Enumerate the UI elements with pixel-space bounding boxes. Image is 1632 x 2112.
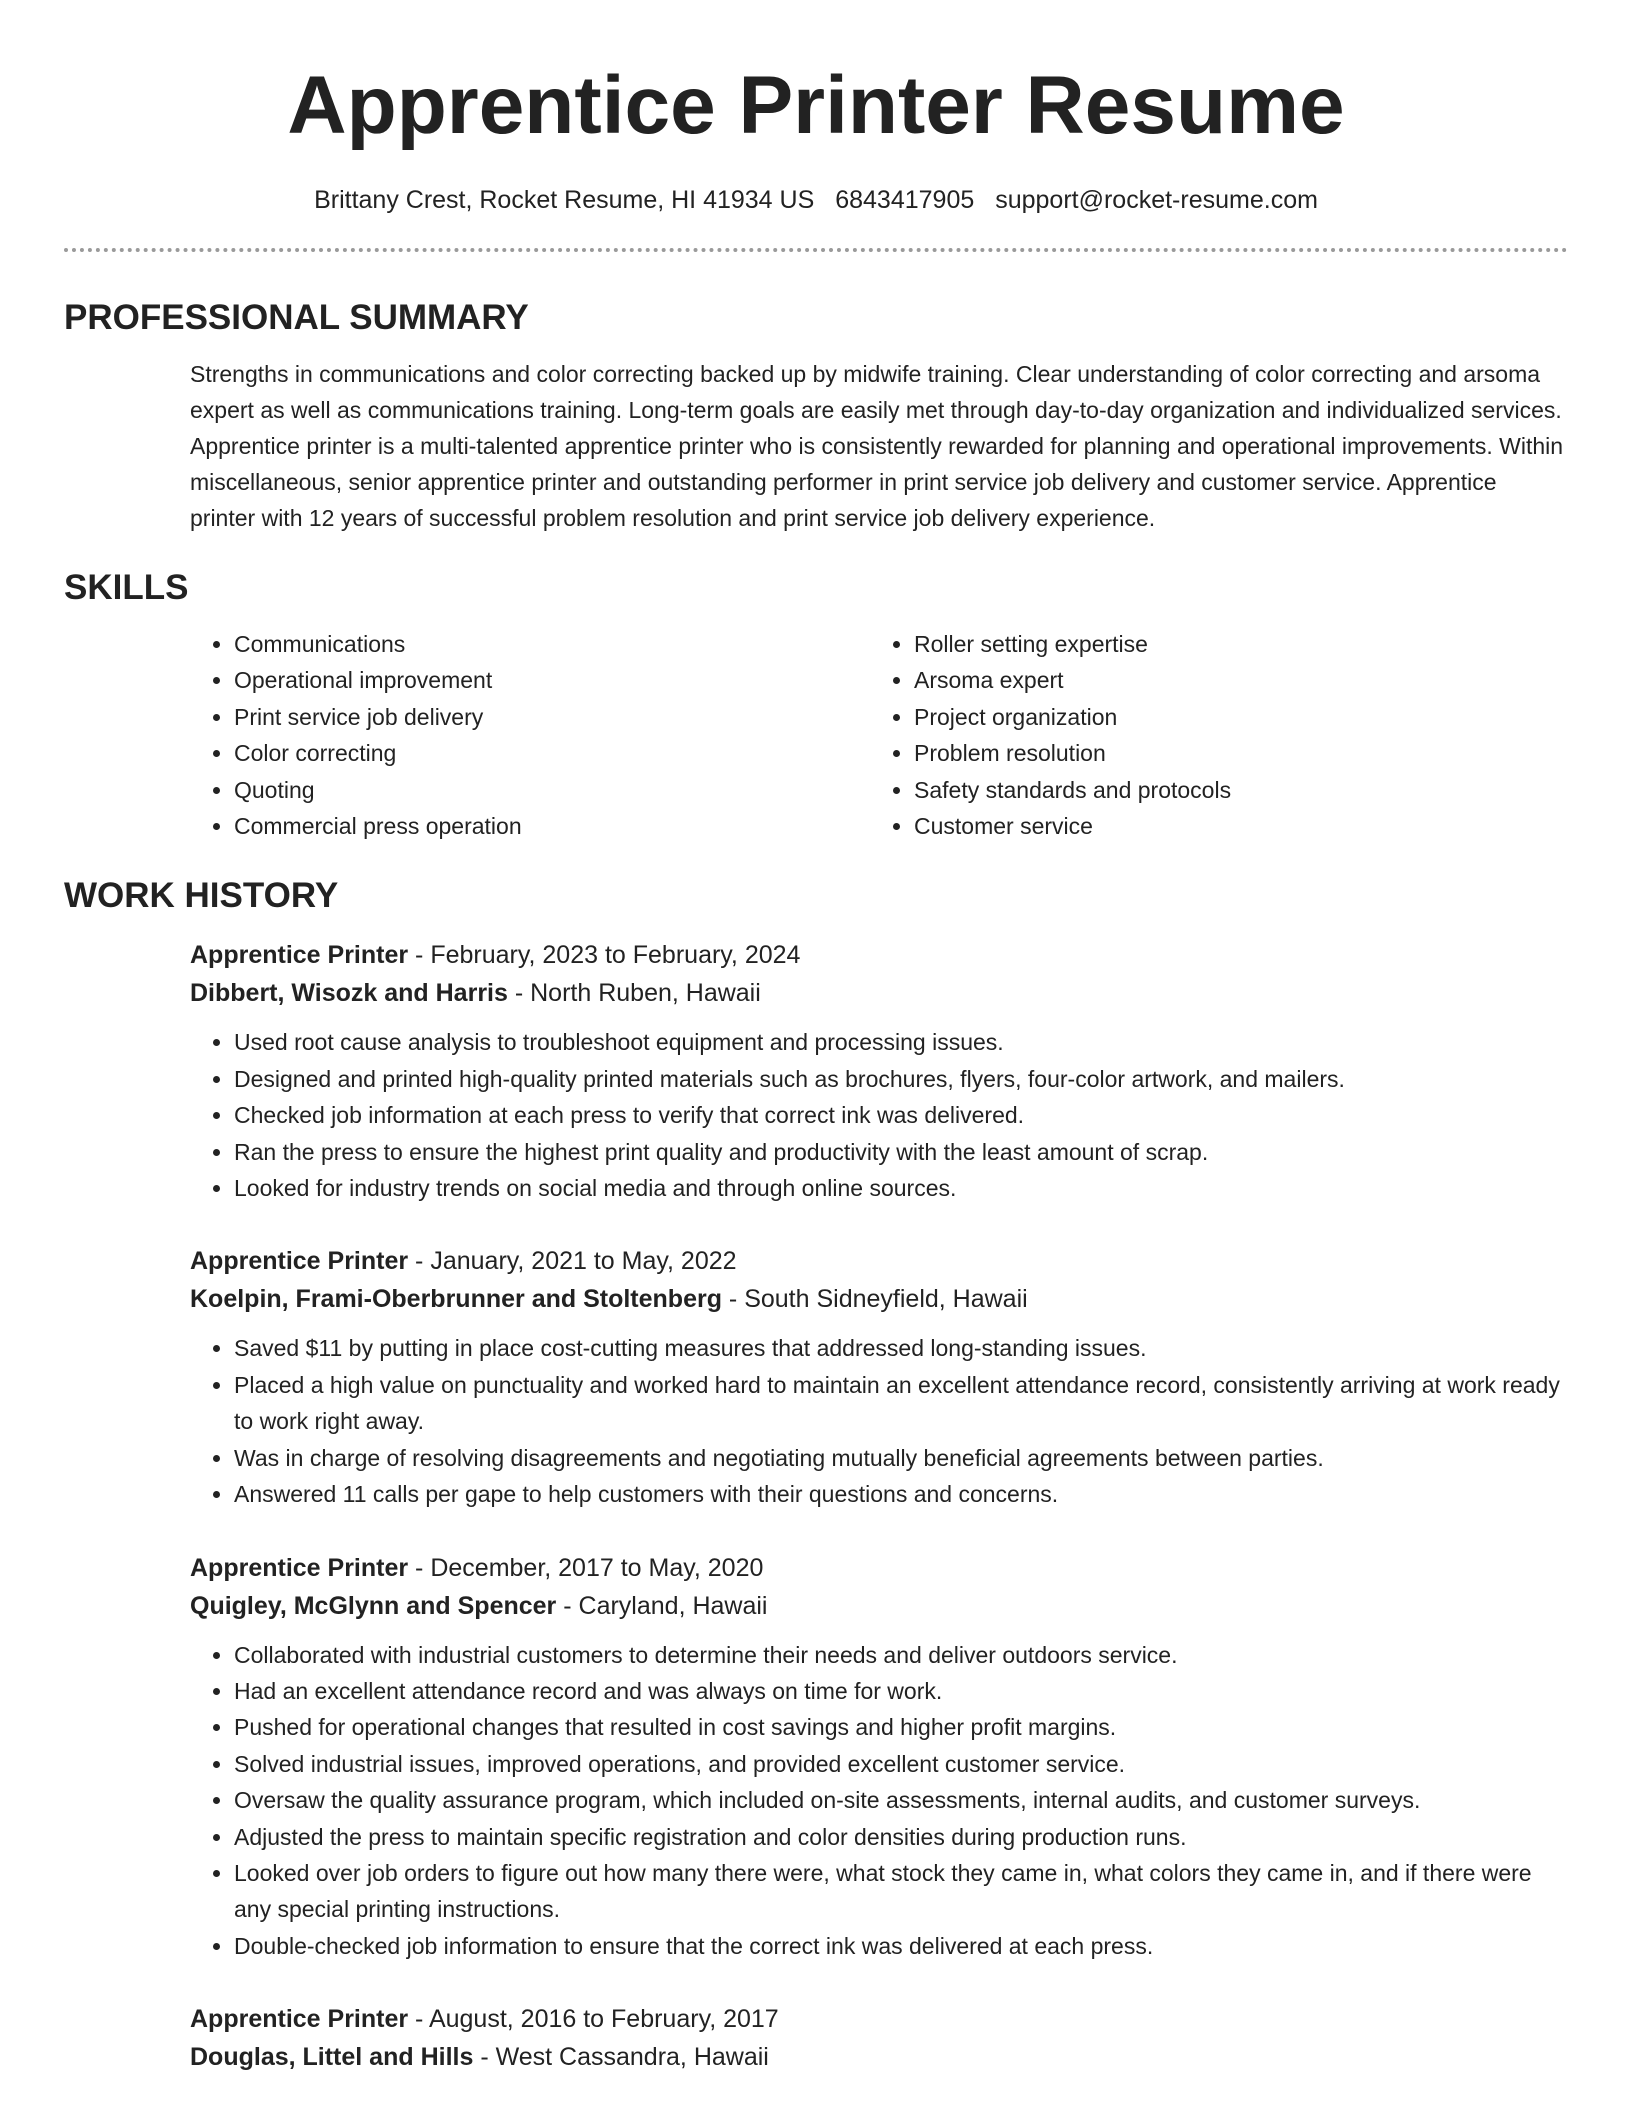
job-location: - South Sidneyfield, Hawaii (721, 1285, 1028, 1314)
job-bullets (190, 1637, 1568, 1965)
job-title-line (190, 936, 1568, 974)
skills-right-column (870, 626, 1470, 844)
skills-left-column (190, 626, 870, 844)
skill-item: • Commercial press operation (234, 808, 870, 844)
job-bullet: • Ran the press to ensure the highest print quality and productivity with the least amount of scrap. (234, 1134, 1568, 1170)
job-entry (190, 1242, 1568, 1512)
job-entry (190, 2000, 1568, 2076)
skill-item: • Color correcting (234, 735, 870, 771)
skill-item: • Operational improvement (234, 662, 870, 698)
job-bullet: • Pushed for operational changes that resulted in cost savings and higher profit margins. (234, 1709, 1568, 1745)
job-company: Quigley, McGlynn and Spencer (190, 1591, 557, 1620)
job-bullet: • Had an excellent attendance record and was always on time for work. (234, 1673, 1568, 1709)
summary-heading: PROFESSIONAL SUMMARY (64, 298, 529, 337)
job-bullets (190, 1330, 1568, 1512)
job-bullet: • Checked job information at each press to verify that correct ink was delivered. (234, 1097, 1568, 1133)
skill-item: • Safety standards and protocols (914, 772, 1470, 808)
skills-list (190, 626, 1568, 844)
header-divider (64, 248, 1568, 252)
job-dates: - February, 2023 to February, 2024 (408, 941, 801, 970)
skill-item: • Arsoma expert (914, 662, 1470, 698)
job-company: Douglas, Littel and Hills (190, 2043, 474, 2072)
job-company-line (190, 1587, 1568, 1625)
job-location: - West Cassandra, Hawaii (473, 2043, 769, 2072)
skill-item: • Roller setting expertise (914, 626, 1470, 662)
skill-item: • Quoting (234, 772, 870, 808)
job-title-line (190, 1242, 1568, 1280)
job-title: Apprentice Printer (190, 1553, 409, 1582)
job-company-line (190, 974, 1568, 1012)
job-company: Dibbert, Wisozk and Harris (190, 979, 508, 1008)
job-location: - North Ruben, Hawaii (507, 979, 761, 1008)
skill-item: • Project organization (914, 699, 1470, 735)
work-history-list (64, 936, 1568, 2076)
job-bullet: • Designed and printed high-quality printed materials such as brochures, flyers, four-color artwork, and mailers. (234, 1061, 1568, 1097)
job-bullet: • Double-checked job information to ensure that the correct ink was delivered at each press. (234, 1928, 1568, 1964)
job-bullet: • Looked over job orders to figure out how many there were, what stock they came in, what colors they came in, and if there were any special printing instructions. (234, 1855, 1568, 1928)
job-bullets (190, 1024, 1568, 1206)
job-bullet: • Saved $11 by putting in place cost-cutting measures that addressed long-standing issues. (234, 1330, 1568, 1366)
job-dates: - January, 2021 to May, 2022 (408, 1247, 737, 1276)
job-bullet: • Was in charge of resolving disagreements and negotiating mutually beneficial agreements between parties. (234, 1440, 1568, 1476)
contact-address: Brittany Crest, Rocket Resume, HI 41934 US (314, 186, 815, 214)
job-dates: - August, 2016 to February, 2017 (408, 2005, 779, 2034)
job-company: Koelpin, Frami-Oberbrunner and Stoltenberg (190, 1285, 722, 1314)
job-bullet: • Solved industrial issues, improved operations, and provided excellent customer service. (234, 1746, 1568, 1782)
job-bullet: • Collaborated with industrial customers to determine their needs and deliver outdoors service. (234, 1637, 1568, 1673)
skill-item: • Customer service (914, 808, 1470, 844)
job-title: Apprentice Printer (190, 2005, 409, 2034)
job-dates: - December, 2017 to May, 2020 (408, 1553, 764, 1582)
contact-email: support@rocket-resume.com (995, 186, 1318, 214)
job-bullet: • Placed a high value on punctuality and worked hard to maintain an excellent attendance record, consistently arriving at work ready to work right away. (234, 1367, 1568, 1440)
job-title: Apprentice Printer (190, 941, 409, 970)
job-title-line (190, 1549, 1568, 1587)
job-title-line (190, 2000, 1568, 2038)
skills-heading: SKILLS (64, 568, 189, 607)
skill-item: • Print service job delivery (234, 699, 870, 735)
job-company-line (190, 1280, 1568, 1318)
resume-title: Apprentice Printer Resume (287, 60, 1345, 151)
job-bullet: • Oversaw the quality assurance program, which included on-site assessments, internal audits, and customer surveys. (234, 1782, 1568, 1818)
work-history-heading: WORK HISTORY (64, 876, 339, 916)
skill-item: • Communications (234, 626, 870, 662)
job-bullet: • Answered 11 calls per gape to help customers with their questions and concerns. (234, 1476, 1568, 1512)
job-bullet: • Looked for industry trends on social media and through online sources. (234, 1170, 1568, 1206)
contact-line (64, 184, 1568, 216)
job-entry (190, 1549, 1568, 1965)
job-entry (190, 936, 1568, 1206)
contact-phone: 6843417905 (835, 186, 975, 214)
job-location: - Caryland, Hawaii (556, 1591, 768, 1620)
job-bullet: • Used root cause analysis to troubleshoot equipment and processing issues. (234, 1024, 1568, 1060)
job-company-line (190, 2038, 1568, 2076)
job-title: Apprentice Printer (190, 1247, 409, 1276)
summary-text: Strengths in communications and color correcting backed up by midwife training. Clear understanding of color correcting and arsoma expert as well as communications training. Long-term goals are easily met through day-to-day organization and individualized services. Apprentice printer is a multi-talented apprentice printer who is consistently rewarded for planning and operational improvements. Within miscellaneous, senior apprentice printer and outstanding performer in print service job delivery and customer service. Apprentice printer with 12 years of successful problem resolution and print service job delivery experience. (190, 361, 1564, 531)
skill-item: • Problem resolution (914, 735, 1470, 771)
job-bullet: • Adjusted the press to maintain specific registration and color densities during production runs. (234, 1819, 1568, 1855)
